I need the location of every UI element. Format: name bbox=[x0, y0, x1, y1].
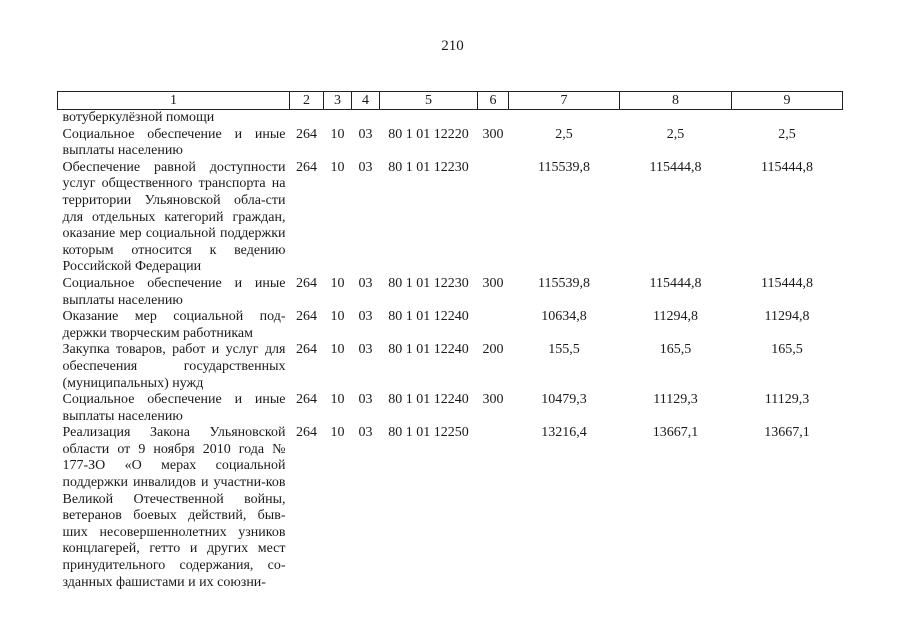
header-col-2: 2 bbox=[290, 92, 324, 110]
table-row bbox=[58, 127, 843, 160]
row-subsection-code: 03 bbox=[358, 126, 373, 142]
row-subsection-code bbox=[352, 110, 380, 127]
row-section-code: 10 bbox=[330, 342, 345, 358]
table-header bbox=[58, 92, 843, 110]
row-name: Оказание мер социальной под-держки творческим работникам bbox=[62, 309, 286, 341]
row-value-col8: 115444,8 bbox=[649, 159, 702, 175]
page-number: 210 bbox=[441, 38, 464, 54]
table-row bbox=[58, 342, 843, 392]
row-name: Социальное обеспечение и иные выплаты населению bbox=[62, 126, 286, 159]
row-value-col8: 11294,8 bbox=[653, 309, 698, 325]
row-name: Социальное обеспечение и иные выплаты населению bbox=[62, 275, 286, 308]
row-expense-type bbox=[478, 309, 509, 342]
row-value-col9: 165,5 bbox=[771, 342, 803, 358]
row-section-code: 10 bbox=[330, 275, 345, 291]
row-value-col8 bbox=[620, 110, 732, 127]
row-subsection-code: 03 bbox=[358, 342, 373, 358]
row-value-col7: 10634,8 bbox=[541, 309, 587, 325]
header-col-4: 4 bbox=[352, 92, 380, 110]
row-expense-type bbox=[478, 110, 509, 127]
row-subsection-code: 03 bbox=[358, 275, 373, 291]
table-row bbox=[58, 160, 843, 276]
row-target-code: 80 1 01 12240 bbox=[388, 392, 469, 408]
row-ministry-code: 264 bbox=[296, 159, 317, 175]
row-value-col7: 115539,8 bbox=[538, 275, 590, 291]
header-col-3: 3 bbox=[324, 92, 352, 110]
table-body bbox=[58, 110, 843, 592]
row-ministry-code: 264 bbox=[296, 392, 317, 408]
row-value-col7 bbox=[509, 110, 620, 127]
row-ministry-code: 264 bbox=[296, 342, 317, 358]
row-section-code: 10 bbox=[330, 159, 345, 175]
header-col-9: 9 bbox=[732, 92, 843, 110]
row-ministry-code: 264 bbox=[296, 425, 317, 441]
row-target-code: 80 1 01 12220 bbox=[388, 126, 469, 142]
table-row bbox=[58, 425, 843, 591]
row-expense-type: 300 bbox=[482, 392, 504, 408]
row-value-col9: 2,5 bbox=[778, 126, 796, 142]
row-name: Закупка товаров, работ и услуг для обеспечения государственных (муниципальных) нужд bbox=[62, 342, 286, 391]
row-ministry-code bbox=[290, 110, 324, 127]
row-ministry-code: 264 bbox=[296, 275, 317, 291]
header-col-8: 8 bbox=[620, 92, 732, 110]
row-name: Обеспечение равной доступности услуг общественного транспорта на территории Ульяновской обла-сти для отдельных категорий граждан, оказание мер социальной поддержки которым относится к ведению Российской Федерации bbox=[62, 159, 286, 275]
row-expense-type: 200 bbox=[482, 342, 504, 358]
row-expense-type bbox=[478, 160, 509, 276]
row-value-col9 bbox=[732, 110, 843, 127]
row-target-code: 80 1 01 12230 bbox=[388, 159, 469, 175]
row-subsection-code: 03 bbox=[358, 159, 373, 175]
row-ministry-code: 264 bbox=[296, 126, 317, 142]
header-col-1: 1 bbox=[58, 92, 290, 110]
table-row bbox=[58, 276, 843, 309]
row-section-code: 10 bbox=[330, 425, 345, 441]
row-value-col9: 11129,3 bbox=[764, 392, 810, 408]
row-value-col9: 11294,8 bbox=[764, 309, 810, 325]
row-value-col7: 13216,4 bbox=[541, 425, 587, 441]
header-col-7: 7 bbox=[509, 92, 620, 110]
header-col-5: 5 bbox=[380, 92, 478, 110]
row-value-col9: 115444,8 bbox=[761, 275, 813, 291]
row-value-col8: 115444,8 bbox=[649, 275, 702, 291]
row-target-code bbox=[380, 110, 478, 127]
row-section-code: 10 bbox=[330, 392, 345, 408]
row-value-col8: 11129,3 bbox=[653, 392, 698, 408]
row-value-col7: 155,5 bbox=[548, 342, 580, 358]
row-value-col7: 10479,3 bbox=[541, 392, 587, 408]
row-name: вотуберкулёзной помощи bbox=[62, 110, 215, 125]
row-section-code bbox=[324, 110, 352, 127]
row-value-col9: 115444,8 bbox=[761, 159, 813, 175]
row-section-code: 10 bbox=[330, 309, 345, 325]
table-row bbox=[58, 309, 843, 342]
row-ministry-code: 264 bbox=[296, 309, 317, 325]
row-value-col7: 2,5 bbox=[555, 126, 573, 142]
row-target-code: 80 1 01 12230 bbox=[388, 275, 469, 291]
row-subsection-code: 03 bbox=[358, 425, 373, 441]
header-col-6: 6 bbox=[478, 92, 509, 110]
row-subsection-code: 03 bbox=[358, 392, 373, 408]
table-row bbox=[58, 110, 843, 127]
row-target-code: 80 1 01 12240 bbox=[388, 342, 469, 358]
row-expense-type bbox=[478, 425, 509, 591]
row-value-col7: 115539,8 bbox=[538, 159, 590, 175]
row-expense-type: 300 bbox=[482, 126, 504, 142]
table-row bbox=[58, 392, 843, 425]
header-row bbox=[58, 92, 843, 110]
row-subsection-code: 03 bbox=[358, 309, 373, 325]
row-name: Реализация Закона Ульяновской области от 9 ноября 2010 года № 177-ЗО «О мерах социальной поддержки инвалидов и участни-ков Великой Отечественной войны, ветеранов боевых действий, быв-ших несовершеннолетних узников концлагерей, гетто и других мест принудительного содержания, со-зданных фашистами и их союзни- bbox=[62, 425, 286, 590]
row-value-col8: 13667,1 bbox=[652, 425, 699, 441]
row-value-col8: 2,5 bbox=[666, 126, 685, 142]
row-name: Социальное обеспечение и иные выплаты населению bbox=[62, 392, 286, 424]
row-value-col9: 13667,1 bbox=[764, 425, 810, 441]
row-value-col8: 165,5 bbox=[659, 342, 692, 358]
row-expense-type: 300 bbox=[482, 275, 504, 291]
row-target-code: 80 1 01 12240 bbox=[388, 309, 469, 325]
row-section-code: 10 bbox=[330, 126, 345, 142]
row-target-code: 80 1 01 12250 bbox=[388, 425, 469, 441]
budget-table bbox=[57, 91, 843, 591]
